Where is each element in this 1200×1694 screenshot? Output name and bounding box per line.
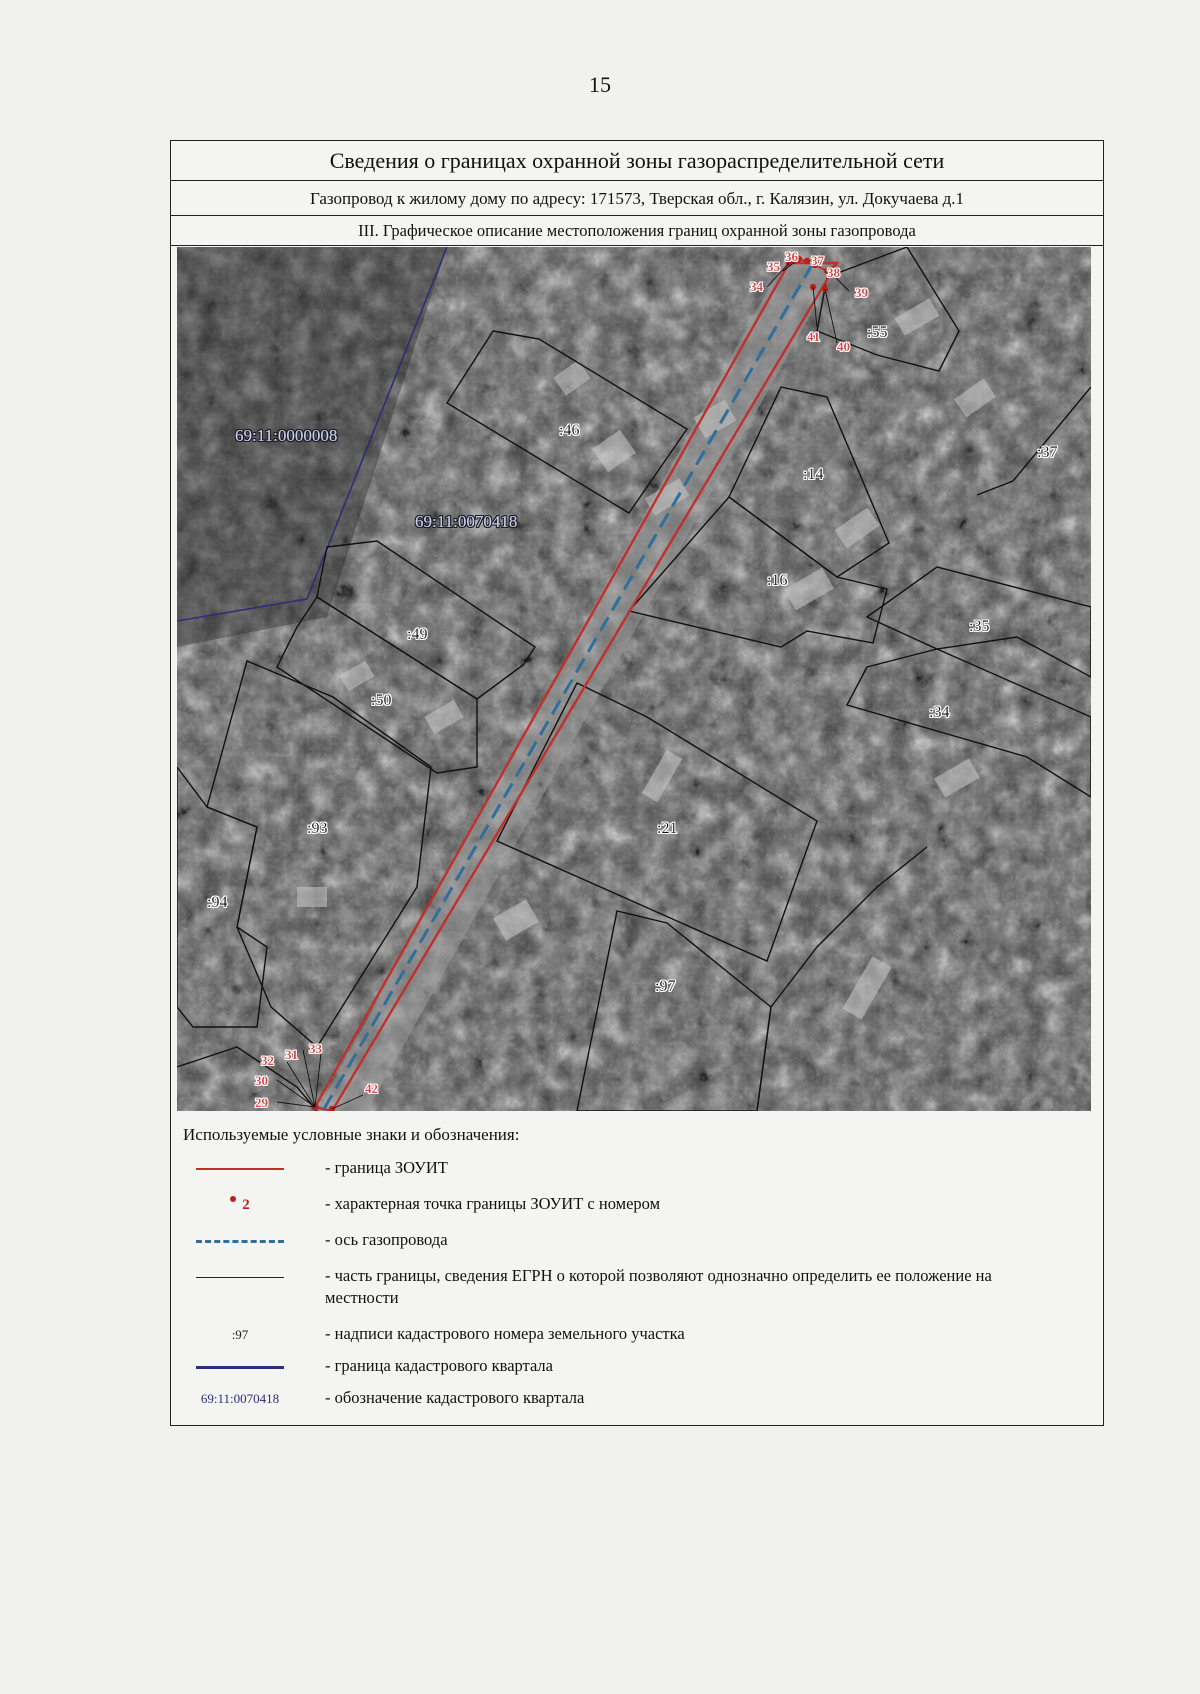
point-label-36: 36: [785, 249, 798, 264]
document-title: Сведения о границах охранной зоны газораспределительной сети: [171, 141, 1103, 181]
point-label-31: 31: [285, 1047, 298, 1062]
parcel-label-94: :94: [207, 894, 228, 911]
point-label-39: 39: [855, 285, 868, 300]
parcel-label-55: :55: [867, 324, 888, 341]
red-line-symbol: [196, 1168, 284, 1170]
object-description: Газопровод к жилому дому по адресу: 171573, Тверская обл., г. Калязин, ул. Докучаева д.1: [171, 181, 1103, 216]
black-line-symbol: [196, 1277, 284, 1278]
parcel-label-14: :14: [803, 466, 824, 483]
legend-title: Используемые условные знаки и обозначения:: [183, 1125, 520, 1144]
parcel-label-37: :37: [1037, 444, 1058, 461]
parcel-label-50: :50: [371, 692, 392, 709]
block-label-0000008: 69:11:0000008: [235, 426, 338, 445]
parcel-label-21: :21: [657, 820, 678, 837]
point-label-35: 35: [767, 259, 780, 274]
legend-text: - граница ЗОУИТ: [325, 1158, 448, 1177]
point-label-38: 38: [827, 265, 840, 280]
legend-text: - часть границы, сведения ЕГРН о которой позволяют однозначно определить ее положение на местности: [325, 1266, 992, 1307]
parcel-label-97: :97: [655, 978, 676, 995]
legend-text: - ось газопровода: [325, 1230, 448, 1249]
legend-text: - характерная точка границы ЗОУИТ с номером: [325, 1194, 661, 1213]
point-label-32: 32: [261, 1053, 274, 1068]
point-label-37: 37: [811, 253, 824, 268]
point-label-41: 41: [807, 329, 820, 344]
point-label-33: 33: [309, 1041, 322, 1056]
point-label-34: 34: [750, 279, 763, 294]
parcel-label-93: :93: [307, 820, 328, 837]
section-title: III. Графическое описание местоположения границ охранной зоны газопровода: [171, 216, 1103, 246]
block-label-0070418: 69:11:0070418: [415, 512, 518, 531]
parcel-label-16: :16: [767, 572, 788, 589]
cadastral-map: [177, 247, 1091, 1111]
page-number: 15: [589, 72, 611, 97]
document-frame: [170, 140, 1104, 1426]
point-label-42: 42: [365, 1081, 378, 1096]
red-point-symbol: 2: [230, 1196, 250, 1214]
legend-text: - граница кадастрового квартала: [325, 1356, 553, 1375]
point-label-30: 30: [255, 1073, 268, 1088]
legend-text: - надписи кадастрового номера земельного участка: [325, 1324, 685, 1343]
parcel-label-34: :34: [929, 704, 950, 721]
map-panel: [177, 247, 1091, 1111]
navy-line-symbol: [196, 1366, 284, 1369]
point-label-29: 29: [255, 1095, 268, 1110]
parcel-label-49: :49: [407, 626, 428, 643]
parcel-label-35: :35: [969, 618, 990, 635]
parcel-label-symbol: :97: [231, 1327, 249, 1342]
parcel-label-46: :46: [559, 422, 580, 439]
legend-text: - обозначение кадастрового квартала: [325, 1388, 585, 1407]
block-label-symbol: 69:11:0070418: [200, 1391, 280, 1406]
point-label-40: 40: [837, 339, 850, 354]
point-36-marker: [804, 258, 810, 264]
blue-dashed-line-symbol: [196, 1240, 284, 1243]
